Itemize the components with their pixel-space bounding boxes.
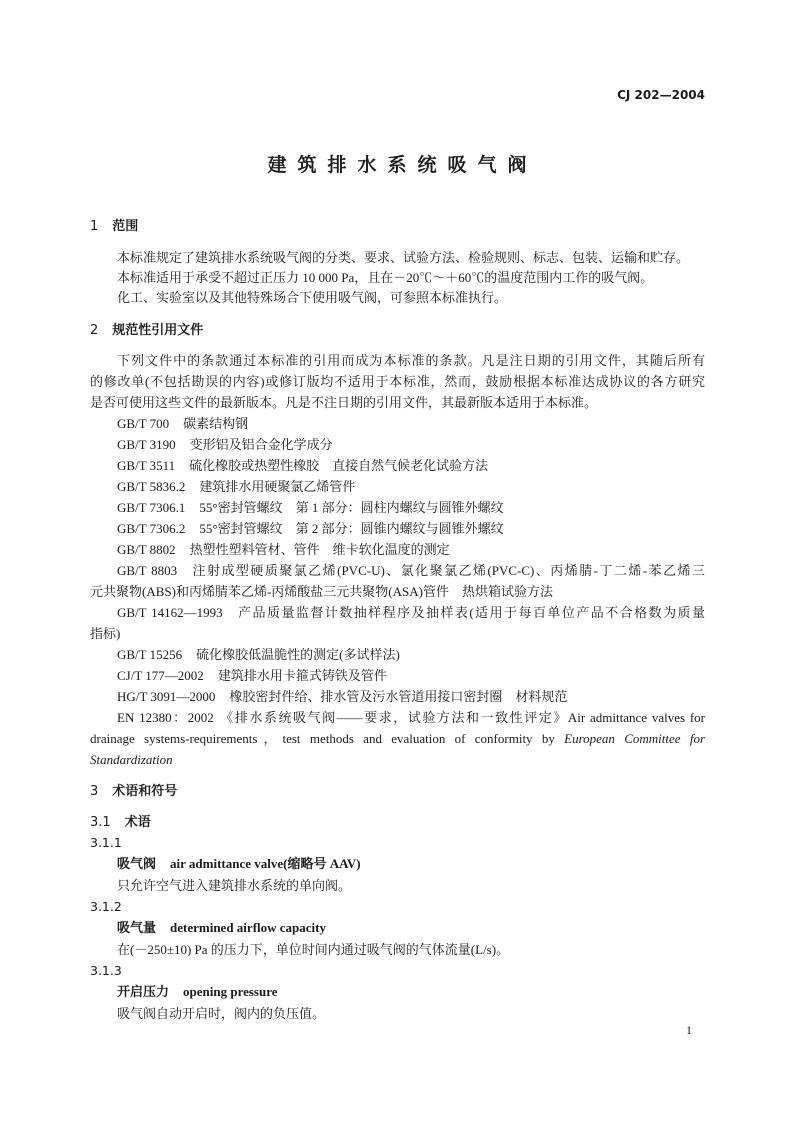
reference-title: 注射成型硬质聚氯乙烯(PVC-U)、氯化聚氯乙烯(PVC-C)、丙烯腈-丁二烯-苯乙烯三 <box>191 563 705 578</box>
reference-item <box>90 665 705 686</box>
term-english: air admittance valve(缩略号 AAV) <box>170 856 361 871</box>
reference-item <box>90 413 705 434</box>
reference-code: GB/T 3190 <box>117 437 176 452</box>
subsection-heading <box>90 811 705 832</box>
section-2-heading <box>90 319 705 340</box>
term-chinese: 吸气阀 <box>117 857 157 872</box>
term-heading <box>90 853 705 875</box>
reference-item <box>90 476 705 497</box>
reference-title: 硫化橡胶低温脆性的测定(多试样法) <box>196 647 400 662</box>
reference-line <box>90 560 705 581</box>
term-entry <box>90 896 705 960</box>
reference-title: 硫化橡胶或热塑性橡胶 直接自然气候老化试验方法 <box>189 458 489 473</box>
reference-title: 建筑排水用硬聚氯乙烯管件 <box>199 479 356 494</box>
reference-code: GB/T 15256 <box>117 647 183 662</box>
term-chinese: 开启压力 <box>117 985 170 1000</box>
section-3-heading <box>90 780 705 801</box>
section-title: 规范性引用文件 <box>112 323 204 338</box>
reference-code: HG/T 3091—2000 <box>117 689 216 704</box>
section-title: 术语和符号 <box>112 784 178 799</box>
document-title: 建筑排水系统吸气阀 <box>267 154 538 176</box>
section-3-body <box>90 811 705 1024</box>
reference-code: CJ/T 177—2002 <box>117 668 204 683</box>
term-definition: 只允许空气进入建筑排水系统的单向阀。 <box>117 878 352 893</box>
document-body <box>90 215 705 1024</box>
term-number: 3.1.2 <box>90 899 122 914</box>
reference-code: GB/T 700 <box>117 416 170 431</box>
reference-title: 产品质量监督计数抽样程序及抽样表(适用于每百单位产品不合格数为质量 <box>236 605 705 620</box>
section-1-heading <box>90 215 705 236</box>
reference-code: GB/T 7306.1 <box>117 500 186 515</box>
reference-title-text: drainage systems-requirements，test methods and evaluation of conformity by <box>90 731 555 746</box>
intro-paragraph <box>90 350 705 413</box>
reference-code: EN 12380：2002 <box>117 710 214 725</box>
term-heading <box>90 917 705 939</box>
section-number: 2 <box>90 323 99 338</box>
reference-item <box>90 560 705 602</box>
reference-item <box>90 497 705 518</box>
reference-title-continuation <box>90 749 705 770</box>
reference-line <box>90 602 705 623</box>
reference-item <box>90 686 705 707</box>
reference-title: 55°密封管螺纹 第 2 部分：圆锥内螺纹与圆锥外螺纹 <box>199 521 504 536</box>
reference-title: 橡胶密封件给、排水管及污水管道用接口密封圈 材料规范 <box>229 689 568 704</box>
reference-code: GB/T 14162—1993 <box>117 605 223 620</box>
subsection-number: 3.1 <box>90 815 111 830</box>
paragraph: 本标准规定了建筑排水系统吸气阀的分类、要求、试验方法、检验规则、标志、包装、运输和贮存。 <box>117 250 690 265</box>
reference-title: 55°密封管螺纹 第 1 部分：圆柱内螺纹与圆锥外螺纹 <box>199 500 504 515</box>
section-1-body <box>90 248 705 308</box>
reference-item <box>90 518 705 539</box>
term-number: 3.1.3 <box>90 963 122 978</box>
term-chinese: 吸气量 <box>117 921 157 936</box>
reference-title-continuation <box>90 728 705 749</box>
reference-code: GB/T 8803 <box>117 563 178 578</box>
reference-item <box>90 455 705 476</box>
paragraph-line: 是否可使用这些文件的最新版本。凡是不注日期的引用文件，其最新版本适用于本标准。 <box>90 395 598 410</box>
reference-title: 热塑性塑料管材、管件 维卡软化温度的测定 <box>189 542 450 557</box>
term-definition: 吸气阀自动开启时，阀内的负压值。 <box>117 1006 326 1021</box>
reference-code: GB/T 5836.2 <box>117 479 186 494</box>
reference-item <box>90 644 705 665</box>
reference-title: 变形铝及铝合金化学成分 <box>189 437 333 452</box>
paragraph: 本标准适用于承受不超过正压力 10 000 Pa，且在－20℃～＋60℃的温度范围内工作的吸气阀。 <box>117 270 654 285</box>
section-number: 1 <box>90 219 99 234</box>
paragraph: 化工、实验室以及其他特殊场合下使用吸气阀，可参照本标准执行。 <box>117 290 508 305</box>
reference-title: 《排水系统吸气阀——要求，试验方法和一致性评定》Air admittance valves for <box>218 710 705 725</box>
term-number: 3.1.1 <box>90 835 122 850</box>
reference-item <box>90 539 705 560</box>
paragraph-line: 的修改单(不包括勘误的内容)或修订版均不适用于本标准，然而，鼓励根据本标准达成协议的各方研究 <box>90 374 705 389</box>
reference-item <box>90 434 705 455</box>
term-entry <box>90 960 705 1024</box>
term-english: determined airflow capacity <box>170 920 326 935</box>
reference-code: GB/T 7306.2 <box>117 521 186 536</box>
reference-title-continuation: 指标) <box>90 626 121 641</box>
reference-issuer: Standardization <box>90 752 173 767</box>
term-heading <box>90 981 705 1003</box>
reference-title: 碳素结构钢 <box>183 416 249 431</box>
reference-item <box>90 707 705 770</box>
reference-issuer: European Committee for <box>564 731 706 746</box>
term-definition: 在(－250±10) Pa 的压力下，单位时间内通过吸气阀的气体流量(L/s)。 <box>117 942 510 957</box>
page-number: 1 <box>686 1023 692 1037</box>
subsection-title: 术语 <box>124 815 151 830</box>
reference-title-continuation: 元共聚物(ABS)和丙烯腈苯乙烯-丙烯酸盐三元共聚物(ASA)管件 热烘箱试验方法 <box>90 584 553 599</box>
term-english: opening pressure <box>183 984 278 999</box>
standard-number: CJ 202—2004 <box>617 88 705 102</box>
reference-item <box>90 602 705 644</box>
reference-code: GB/T 8802 <box>117 542 176 557</box>
reference-code: GB/T 3511 <box>117 458 176 473</box>
section-2-body <box>90 350 705 770</box>
section-title: 范围 <box>112 219 139 234</box>
section-number: 3 <box>90 784 99 799</box>
term-entry <box>90 832 705 896</box>
paragraph-line: 下列文件中的条款通过本标准的引用而成为本标准的条款。凡是注日期的引用文件，其随后所有 <box>117 353 705 368</box>
reference-title: 建筑排水用卡箍式铸铁及管件 <box>217 668 387 683</box>
reference-line <box>90 707 705 728</box>
